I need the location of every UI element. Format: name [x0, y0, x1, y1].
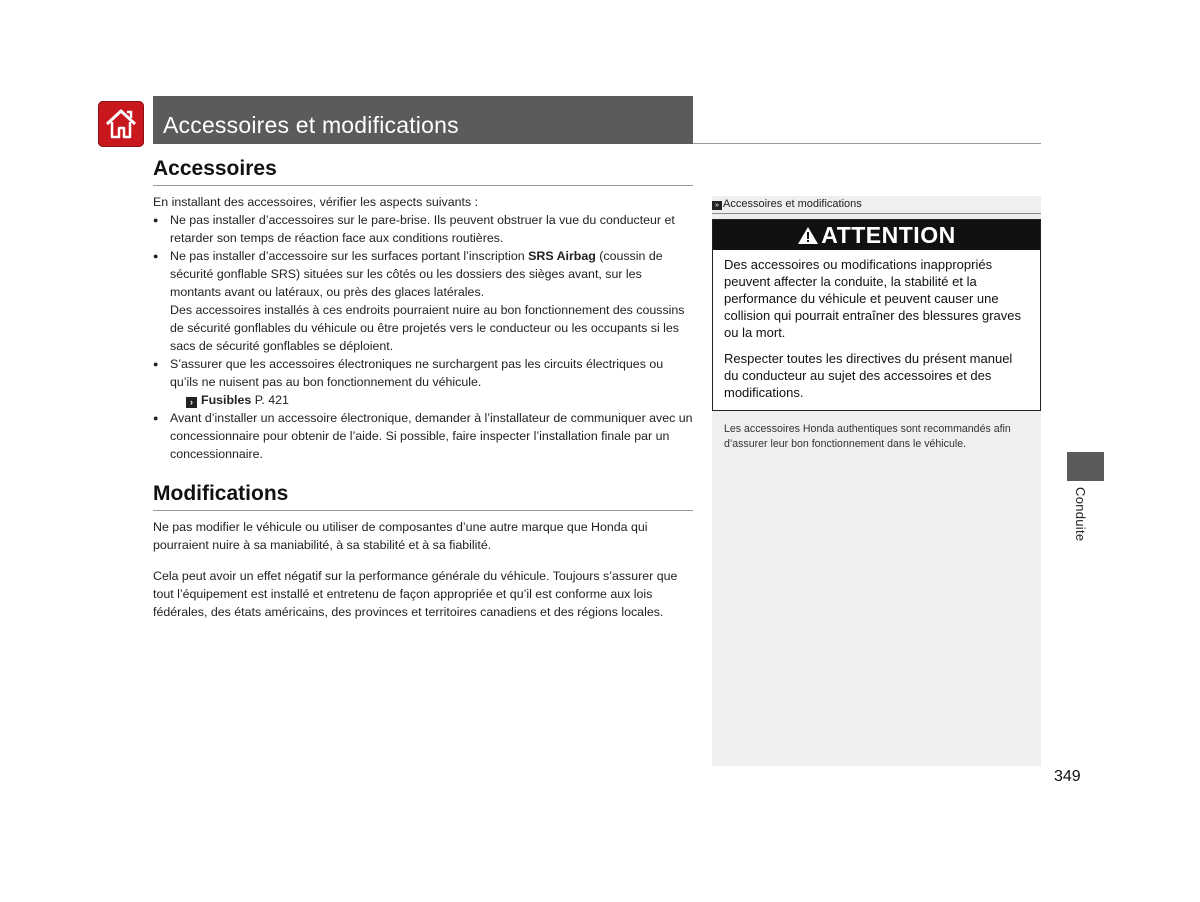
bullet-text-post: (coussin de sécurité gonflable SRS) situées sur les côtés ou les dossiers des sièges avant, sur les montants avant ou latéraux, ou près des glaces latérales. — [170, 249, 663, 299]
bullet-text-pre: Ne pas installer d’accessoire sur les surfaces portant l’inscription — [170, 249, 529, 263]
section-tab-marker[interactable] — [1067, 452, 1104, 481]
sidebar-header — [712, 196, 1041, 214]
home-button[interactable] — [98, 101, 144, 147]
sidebar-header-text: Accessoires et modifications — [723, 198, 862, 210]
accessories-heading: Accessoires — [153, 157, 693, 186]
srs-airbag-label: SRS Airbag — [528, 249, 596, 263]
modifications-heading: Modifications — [153, 482, 693, 511]
list-item — [153, 211, 693, 247]
modifications-paragraph-2: Cela peut avoir un effet négatif sur la performance générale du véhicule. Toujours s’assurer que tout l’équipement est installé et entretenu de façon appropriée et qu’il est conforme aux lois fédérales, des états américains, des provinces et territoires canadiens et des régions locales. — [153, 569, 678, 619]
title-divider — [693, 143, 1041, 144]
warning-triangle-icon — [797, 226, 819, 245]
bullet-text: Ne pas installer d’accessoires sur le pare-brise. Ils peuvent obstruer la vue du conducteur et retarder son temps de réaction face aux conditions routières. — [170, 213, 675, 245]
modifications-paragraph-1: Ne pas modifier le véhicule ou utiliser de composantes d’une autre marque que Honda qui pourraient nuire à sa maniabilité, à sa stabilité et à sa fiabilité. — [153, 520, 648, 552]
warning-title: ATTENTION — [821, 222, 956, 248]
accessories-intro: En installant des accessoires, vérifier les aspects suivants : — [153, 195, 479, 209]
note-marker-icon: » — [712, 201, 722, 210]
sidebar-note: Les accessoires Honda authentiques sont recommandés afin d’assurer leur bon fonctionnement dans le véhicule. — [724, 423, 1011, 450]
warning-header — [713, 220, 1040, 250]
list-item — [153, 247, 693, 355]
page-number: 349 — [1054, 768, 1081, 785]
bullet-subparagraph: Des accessoires installés à ces endroits pourraient nuire au bon fonctionnement des coussins de sécurité gonflables du véhicule ou être projetés vers le conducteur ou les occupants si les sacs de sécurité gonflables se déploient. — [170, 303, 685, 353]
home-icon — [103, 106, 139, 142]
reference-arrow-icon: › — [186, 397, 197, 408]
fuses-reference-link[interactable] — [170, 391, 693, 409]
page-title: Accessoires et modifications — [163, 112, 459, 138]
reference-page: P. 421 — [251, 393, 289, 407]
bullet-text: S’assurer que les accessoires électroniques ne surchargent pas les circuits électriques ou qu’ils ne nuisent pas au bon fonctionnement du véhicule. — [170, 357, 664, 389]
section-tab-label: Conduite — [1073, 487, 1088, 542]
warning-box — [712, 219, 1041, 411]
sidebar-notes — [712, 196, 1041, 766]
warning-paragraph-1: Des accessoires ou modifications inappropriés peuvent affecter la conduite, la stabilité et la performance du véhicule et peuvent causer une collision qui pourrait entraîner des blessures graves ou la mort. — [724, 257, 1021, 340]
list-item — [153, 355, 693, 409]
bullet-text: Avant d’installer un accessoire électronique, demander à l’installateur de communiquer avec un concessionnaire pour obtenir de l’aide. Si possible, faire inspecter l’installation finale par un concessionnaire. — [170, 411, 693, 461]
accessories-list — [153, 211, 693, 463]
warning-body — [713, 250, 1040, 401]
list-item — [153, 409, 693, 463]
reference-label: Fusibles — [201, 393, 252, 407]
warning-paragraph-2: Respecter toutes les directives du présent manuel du conducteur au sujet des accessoires et des modifications. — [724, 351, 1013, 400]
page-title-bar — [153, 96, 693, 144]
